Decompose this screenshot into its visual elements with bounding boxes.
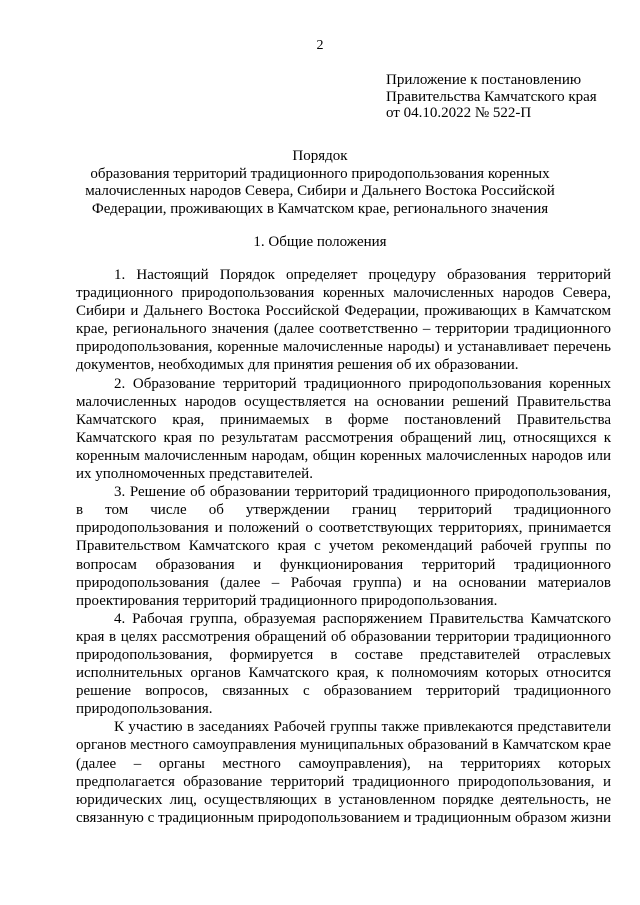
paragraph-1: 1. Настоящий Порядок определяет процедуру образования территорий традиционного природопользования коренных малочисленных народов Севера, Сибири и Дальнего Востока Российской Федерации, проживающих в Камчатском крае, регионального значения (далее соответственно – территории традиционного природопользования, коренные малочисленные народы) и устанавливает перечень документов, необходимых для принятия решения об их образовании. [76, 267, 611, 374]
title-line: малочисленных народов Севера, Сибири и Дальнего Востока Российской [85, 183, 555, 199]
title-heading: Порядок [292, 148, 348, 164]
appendix-line: Правительства Камчатского края [386, 88, 597, 105]
appendix-note [386, 72, 636, 122]
appendix-line: от 04.10.2022 № 522-П [386, 105, 532, 121]
title-line: Федерации, проживающих в Камчатском крае, регионального значения [91, 200, 549, 217]
title-line: образования территорий традиционного природопользования коренных [90, 165, 550, 182]
appendix-line: Приложение к постановлению [386, 72, 582, 88]
page-number: 2 [316, 38, 324, 53]
document-title [60, 148, 580, 218]
document-body [76, 266, 611, 827]
section-heading: 1. Общие положения [253, 234, 387, 250]
paragraph-2: 2. Образование территорий традиционного природопользования коренных малочисленных народов осуществляется на основании решений Правительства Камчатского края, принимаемых в форме постановлений Правительства Камчатского края по результатам рассмотрения обращений лиц, относящихся к коренным малочисленным народам, общин коренных малочисленных народов или их уполномоченных представителей. [76, 375, 611, 483]
paragraph-4: 4. Рабочая группа, образуемая распоряжением Правительства Камчатского края в целях рассмотрения обращений об образовании территории традиционного природопользования, формируется в составе представителей отраслевых исполнительных органов Камчатского края, к полномочиям которых относится решение вопросов, связанных с образованием территорий традиционного природопользования. [76, 610, 611, 718]
paragraph-3: 3. Решение об образовании территорий традиционного природопользования, в том числе об утверждении границ территорий традиционного природопользования и положений о соответствующих территориях, принимается Правительством Камчатского края с учетом рекомендаций рабочей группы по вопросам образования и функционирования территорий традиционного природопользования (далее – Рабочая группа) и на основании материалов проектирования территорий традиционного природопользования. [76, 484, 611, 609]
paragraph-5: К участию в заседаниях Рабочей группы также привлекаются представители органов местного самоуправления муниципальных образований в Камчатском крае (далее – органы местного самоуправления), на территориях которых предполагается образование территорий традиционного природопользования, и юридических лиц, осуществляющих в установленном порядке деятельность, не связанную с традиционным природопользованием и традиционным образом жизни [76, 719, 611, 826]
